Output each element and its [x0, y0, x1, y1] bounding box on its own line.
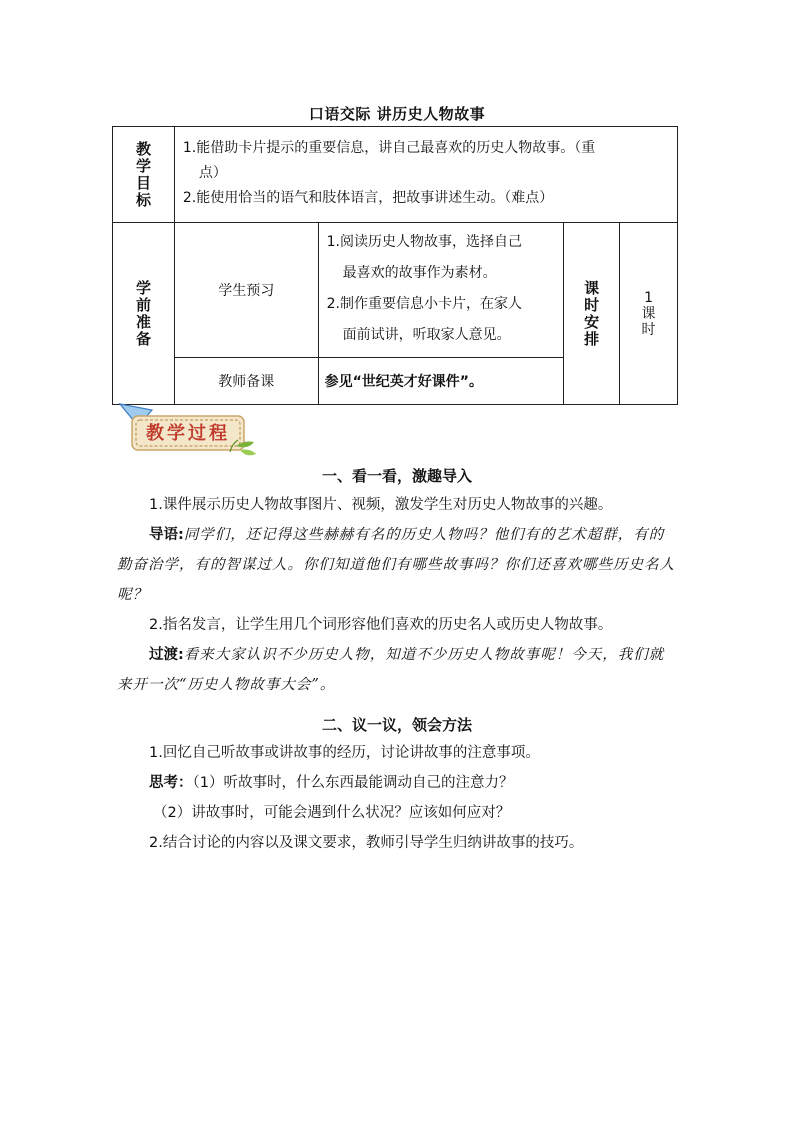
guide-text: 同学们，还记得这些赫赫有名的历史人物吗？他们有的艺术超群，有的勤奋治学，有的智谋过人。你们知道他们有哪些故事吗？你们还喜欢哪些历史名人呢？ [117, 527, 675, 603]
lesson-plan-table [112, 126, 678, 405]
goals-cell [174, 127, 677, 223]
goal-1-line2: 点） [198, 165, 227, 181]
section1-body [117, 490, 677, 700]
schedule-value [620, 223, 678, 405]
student-prep-cell [318, 223, 564, 358]
schedule-label [564, 223, 620, 405]
think-q1: （1）听故事时，什么东西最能调动自己的注意力？ [192, 775, 514, 791]
section1-p1: 1.课件展示历史人物故事图片、视频，激发学生对历史人物故事的兴趣。 [149, 497, 613, 513]
prep-label-text: 学 前 准 备 [135, 278, 151, 348]
section2-p2: 2.结合讨论的内容以及课文要求，教师引导学生归纳讲故事的技巧。 [149, 835, 584, 851]
section2-think-q2: （2）讲故事时，可能会遇到什么状况？应该如何应对？ [153, 805, 511, 821]
student-item-1-line2: 最喜欢的故事作为素材。 [342, 265, 497, 281]
badge-text: 教学过程 [146, 423, 230, 444]
goal-2-line1: 2.能使用恰当的语气和肢体语言，把故事讲述生动。（难点） [182, 190, 554, 206]
goals-row [113, 127, 678, 223]
prep-label [113, 223, 175, 405]
schedule-label-text: 课 时 安 排 [584, 278, 600, 348]
section2-p1: 1.回忆自己听故事或讲故事的经历，讨论讲故事的注意事项。 [149, 745, 540, 761]
section1-heading: 一、看一看，激趣导入 [321, 467, 472, 485]
goals-label-text: 教 学 目 标 [135, 139, 151, 209]
document-title: 口语交际 讲历史人物故事 [308, 105, 486, 123]
section1-guide [117, 520, 677, 610]
section2-body [117, 738, 677, 858]
transition-text: 看来大家认识不少历史人物，知道不少历史人物故事呢！今天，我们就来开一次“历史人物故事大会”。 [117, 647, 665, 693]
student-label: 学生预习 [174, 223, 318, 358]
think-label: 思考： [149, 775, 193, 791]
goals-label [113, 127, 175, 223]
prep-row-student [113, 223, 678, 358]
student-item-2 [327, 289, 556, 351]
student-item-1 [327, 227, 556, 289]
student-item-2-line2: 面前试讲，听取家人意见。 [342, 327, 511, 343]
goal-2 [183, 186, 667, 211]
guide-label: 导语: [149, 527, 184, 543]
goal-1 [183, 136, 667, 186]
section2-heading: 二、议一议，领会方法 [321, 716, 472, 734]
student-item-2-line1: 2.制作重要信息小卡片，在家人 [326, 296, 522, 312]
teacher-ref: 参见“世纪英才好课件”。 [318, 358, 564, 405]
student-item-1-line1: 1.阅读历史人物故事，选择自己 [326, 234, 522, 250]
teacher-label: 教师备课 [174, 358, 318, 405]
transition-label: 过渡: [149, 647, 184, 663]
section1-transition [117, 640, 677, 700]
schedule-value-text: 1 课 时 [641, 289, 656, 338]
section2-think [117, 768, 677, 798]
goal-1-line1: 1.能借助卡片提示的重要信息，讲自己最喜欢的历史人物故事。（重 [182, 140, 596, 156]
teaching-process-badge [118, 400, 263, 456]
section1-p2: 2.指名发言，让学生用几个词形容他们喜欢的历史名人或历史人物故事。 [149, 617, 613, 633]
